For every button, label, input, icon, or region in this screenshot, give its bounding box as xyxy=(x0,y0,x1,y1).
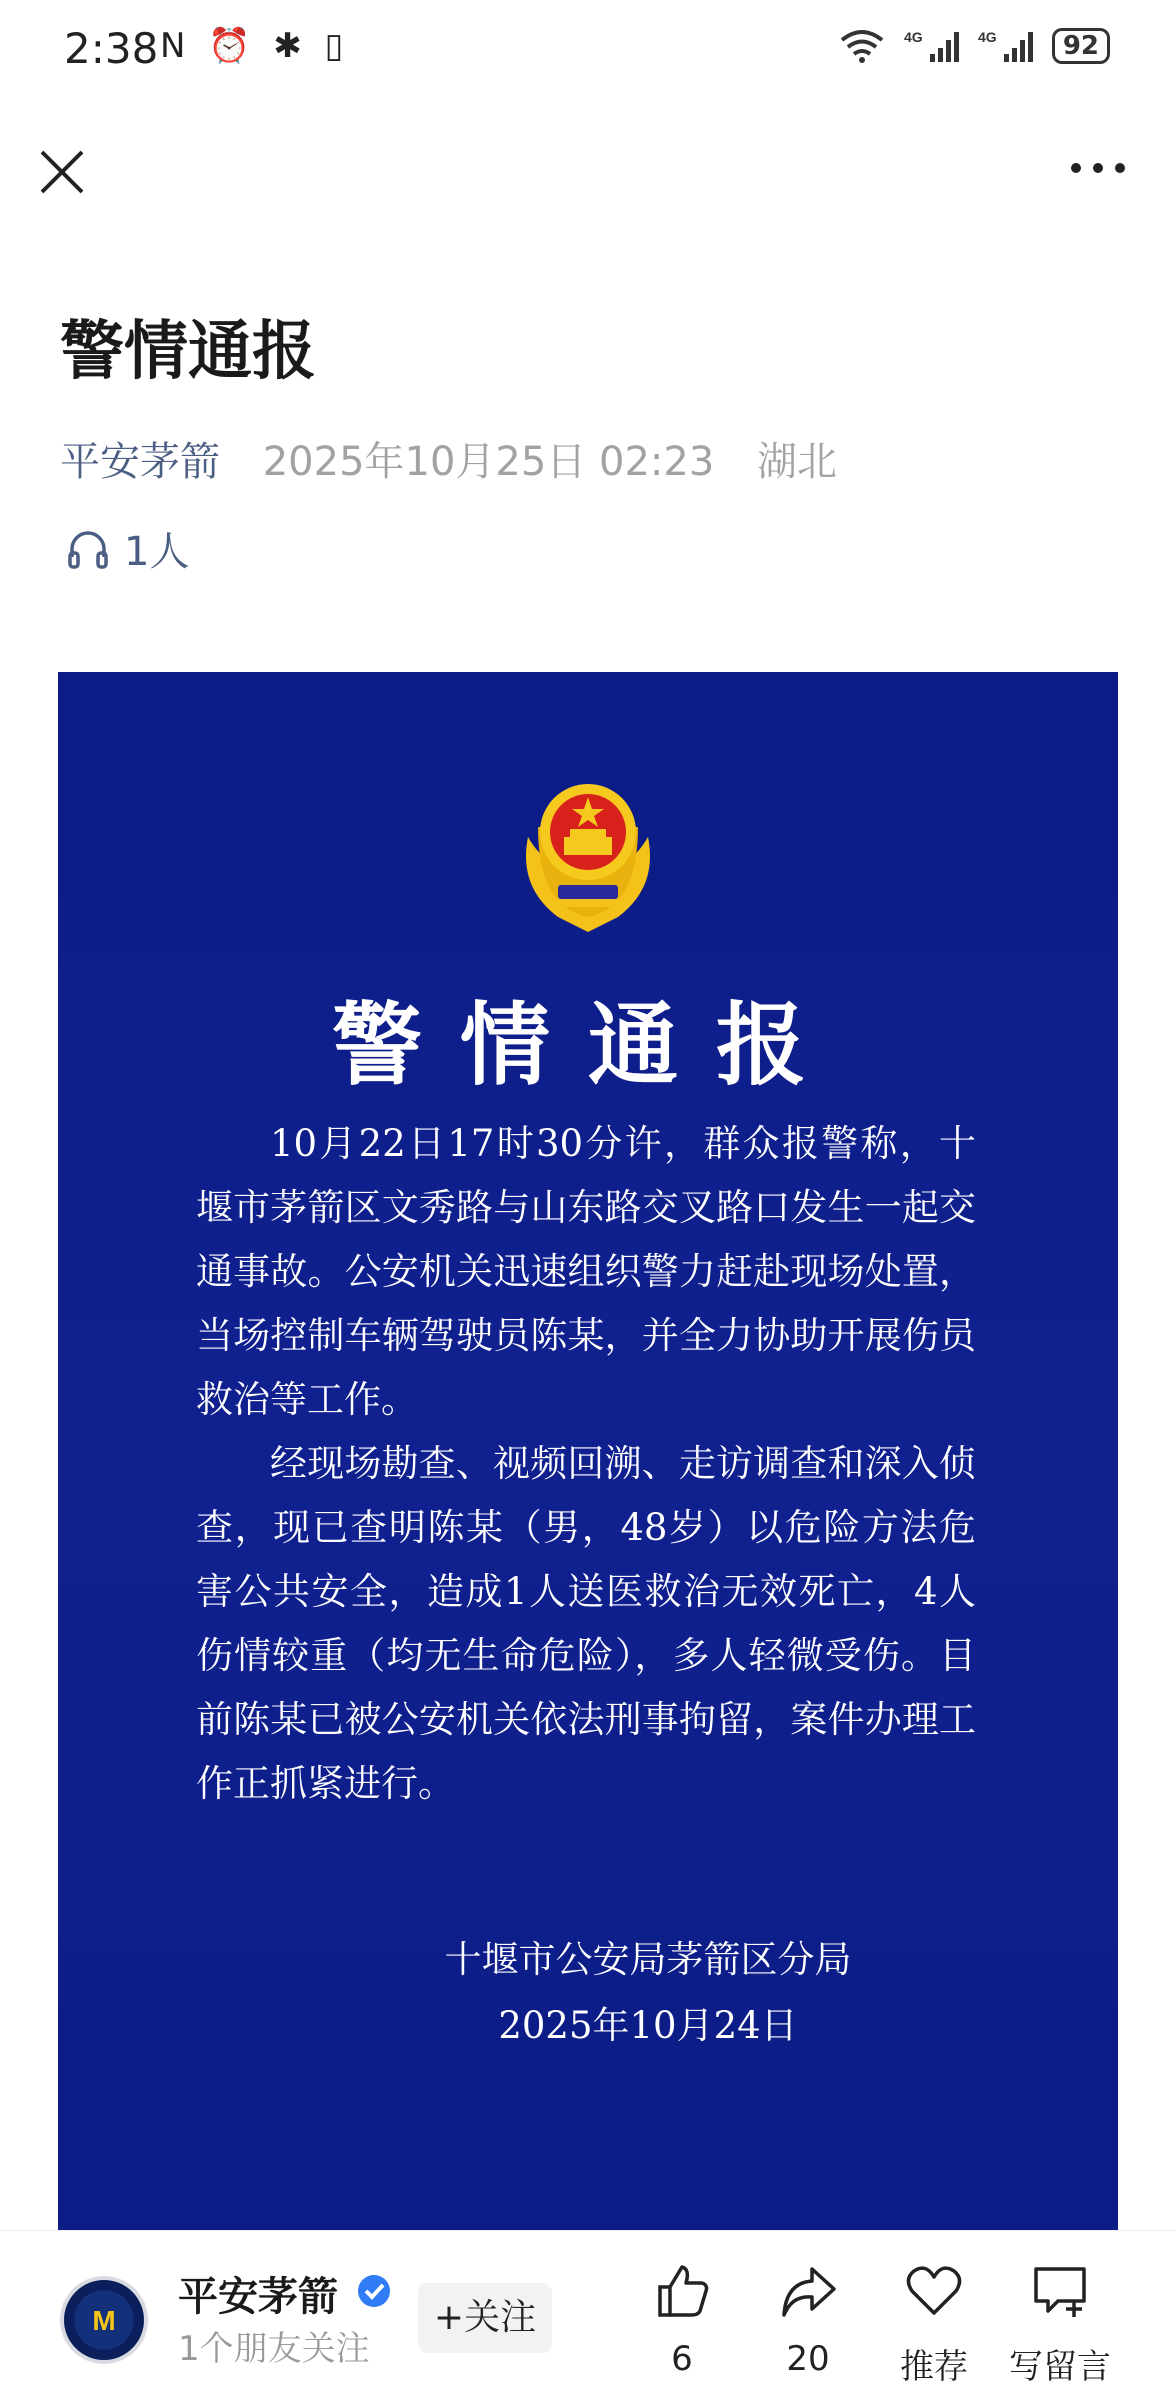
police-notice-image[interactable] xyxy=(58,672,1118,2232)
headphones-icon xyxy=(66,527,110,571)
svg-text:M: M xyxy=(92,2305,116,2336)
account-logo-icon xyxy=(64,2280,144,2360)
publish-location: 湖北 xyxy=(757,439,838,485)
police-emblem-icon xyxy=(508,767,668,937)
publish-date: 2025年10月25日 02:23 xyxy=(262,439,715,485)
share-count: 20 xyxy=(786,2339,830,2379)
notice-signature xyxy=(58,1927,1118,2059)
status-notification-icons: N ⏰ ✱ ▯ xyxy=(160,26,350,66)
notice-issuer: 十堰市公安局茅箭区分局 xyxy=(444,1938,852,1981)
svg-text:4G: 4G xyxy=(977,29,997,45)
follow-button[interactable]: +关注 xyxy=(418,2283,552,2353)
notice-paragraph-2: 经现场勘查、视频回溯、走访调查和深入侦查，现已查明陈某（男，48岁）以危险方法危害公共安全，造成1人送医救治无效死亡，4人伤情较重（均无生命危险），多人轻微受伤。目前陈某已被公安机关依法刑事拘留，案件办理工作正抓紧进行。 xyxy=(196,1442,976,1805)
recommend-label: 推荐 xyxy=(900,2347,968,2387)
notice-body xyxy=(196,1112,976,1816)
status-bar xyxy=(0,0,1176,100)
close-icon[interactable] xyxy=(34,144,90,200)
wifi-icon xyxy=(838,28,886,64)
svg-text:4G: 4G xyxy=(903,29,923,45)
more-options-icon[interactable] xyxy=(1068,158,1128,178)
notice-issue-date: 2025年10月24日 xyxy=(498,2004,798,2047)
status-time: 2:38 xyxy=(64,24,159,73)
notice-title: 警情通报 xyxy=(332,992,844,1098)
comment-button[interactable] xyxy=(1000,2261,1120,2388)
listen-button[interactable] xyxy=(66,520,189,577)
share-button[interactable] xyxy=(748,2261,868,2379)
signal-4g-icon xyxy=(904,28,960,64)
account-avatar[interactable] xyxy=(60,2276,148,2364)
article-meta xyxy=(60,430,837,487)
top-bar xyxy=(0,120,1176,220)
recommend-button[interactable] xyxy=(874,2261,994,2388)
heart-icon xyxy=(904,2261,964,2321)
comment-label: 写留言 xyxy=(1009,2347,1111,2387)
listener-count: 1人 xyxy=(124,529,190,575)
signal-4g-icon-2 xyxy=(978,28,1034,64)
like-button[interactable] xyxy=(622,2261,742,2379)
comment-add-icon xyxy=(1030,2261,1090,2321)
battery-indicator: 92 xyxy=(1052,28,1110,64)
like-count: 6 xyxy=(671,2339,693,2379)
author-link[interactable]: 平安茅箭 xyxy=(60,439,220,485)
article-title: 警情通报 xyxy=(60,315,316,389)
thumbs-up-icon xyxy=(652,2261,712,2321)
account-friends-following: 1个朋友关注 xyxy=(178,2329,370,2369)
notice-paragraph-1: 10月22日17时30分许，群众报警称，十堰市茅箭区文秀路与山东路交叉路口发生一起交通事故。公安机关迅速组织警力赶赴现场处置，当场控制车辆驾驶员陈某，并全力协助开展伤员救治等工作。 xyxy=(196,1122,976,1421)
account-name[interactable]: 平安茅箭 xyxy=(178,2274,338,2320)
share-icon xyxy=(778,2261,838,2321)
status-right-icons xyxy=(838,28,1110,64)
verified-badge-icon xyxy=(356,2273,392,2309)
bottom-action-bar xyxy=(0,2230,1176,2400)
